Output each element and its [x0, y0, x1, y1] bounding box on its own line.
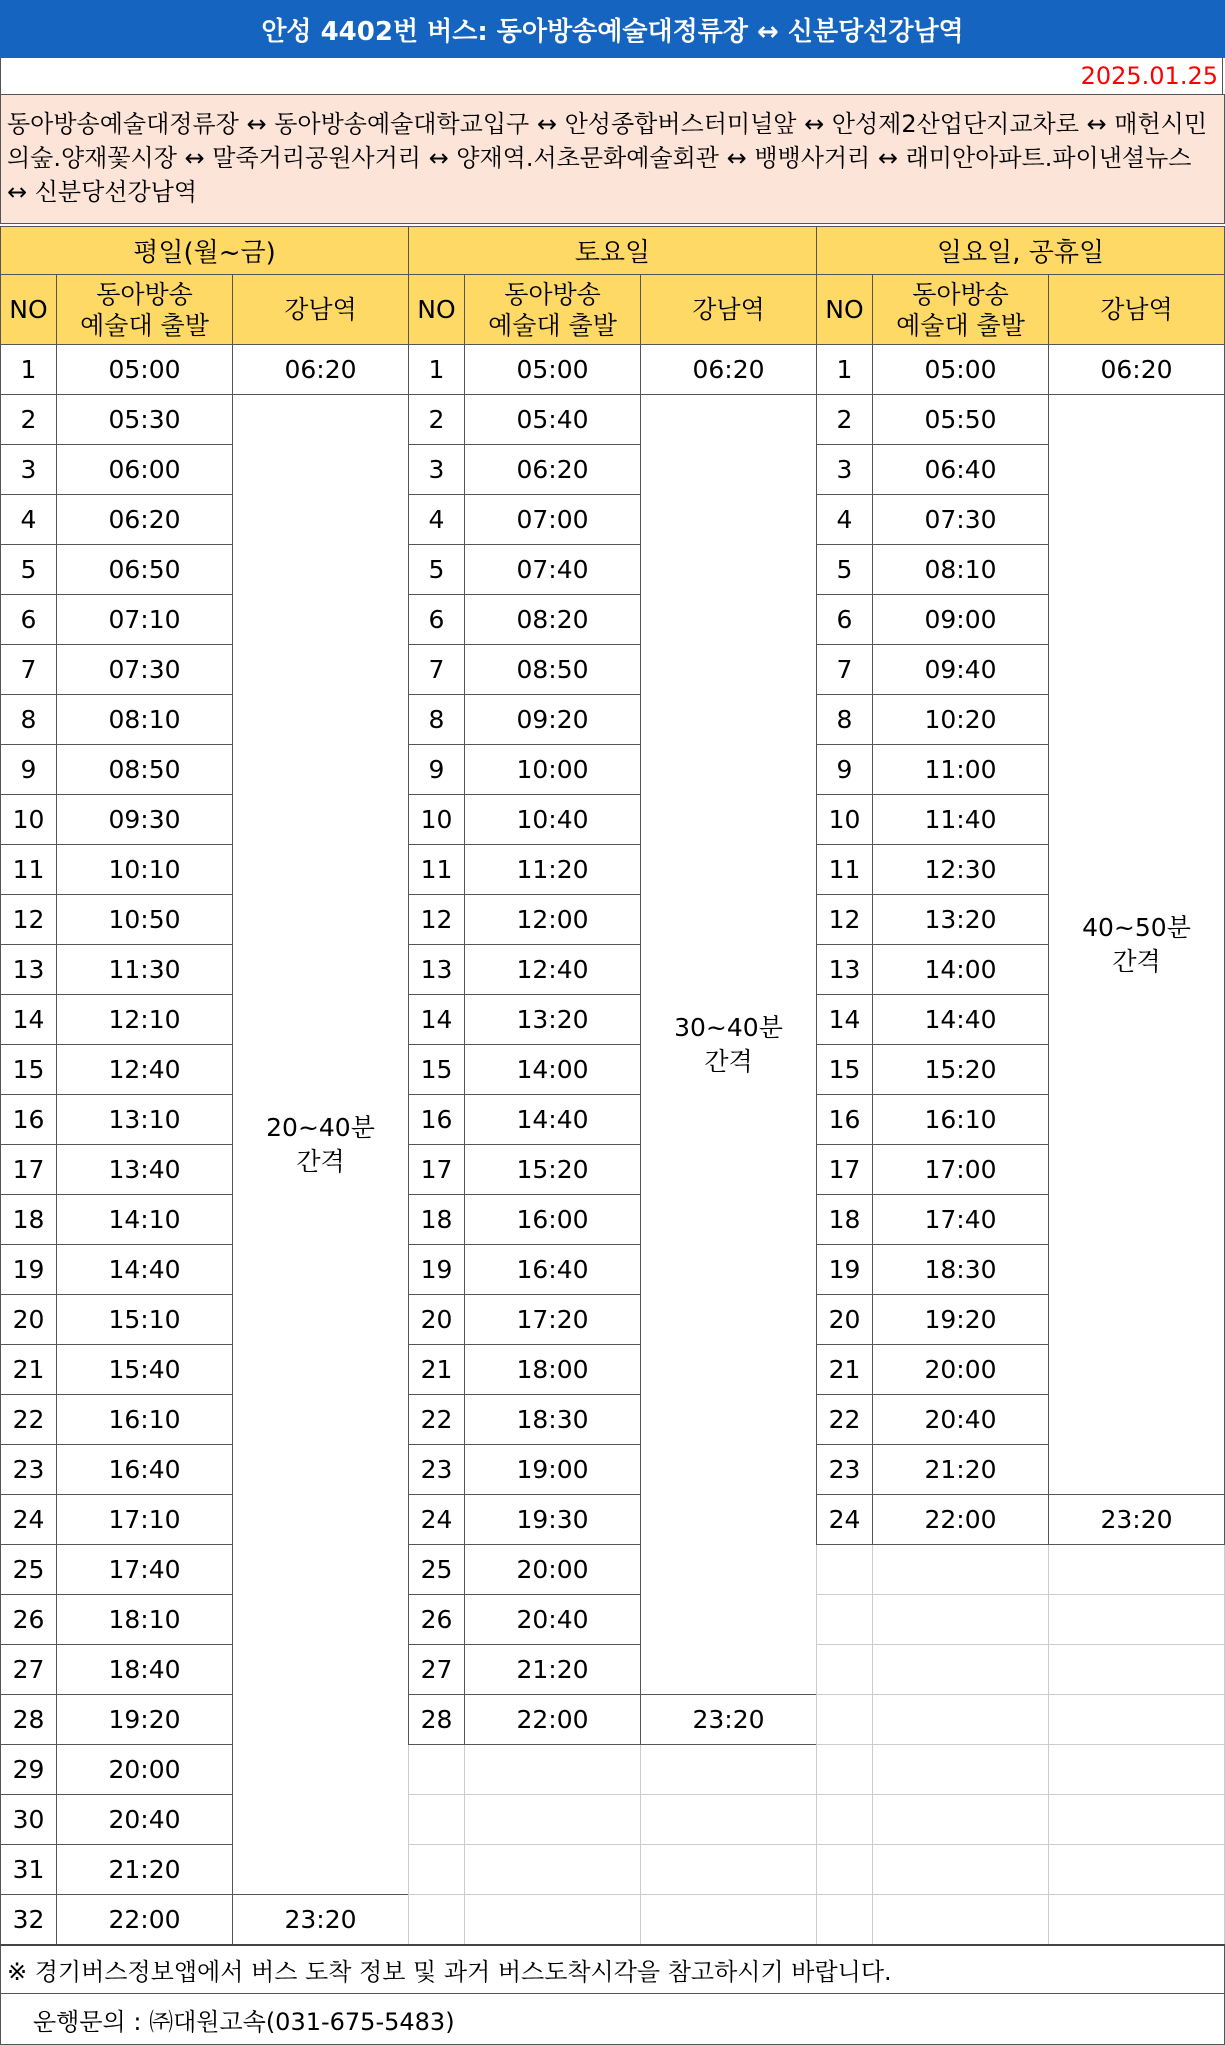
- departure-time: 22:00: [57, 1895, 233, 1945]
- trip-number: 25: [1, 1545, 57, 1595]
- departure-time: 08:10: [873, 545, 1049, 595]
- table-row: [817, 1895, 1225, 1945]
- empty-cell: [873, 1745, 1049, 1795]
- empty-cell: [873, 1595, 1049, 1645]
- departure-time: 18:30: [465, 1395, 641, 1445]
- table-row: [409, 1895, 817, 1945]
- trip-number: 7: [817, 645, 873, 695]
- departure-time: 21:20: [465, 1645, 641, 1695]
- table-row: [817, 1745, 1225, 1795]
- table-row: [817, 1695, 1225, 1745]
- departure-time: 19:20: [57, 1695, 233, 1745]
- trip-number: 8: [409, 695, 465, 745]
- departure-time: 07:10: [57, 595, 233, 645]
- trip-number: 5: [409, 545, 465, 595]
- table-row: [817, 1545, 1225, 1595]
- trip-number: 3: [817, 445, 873, 495]
- departure-time: 16:40: [465, 1245, 641, 1295]
- trip-number: 11: [409, 845, 465, 895]
- day-label: 일요일, 공휴일: [817, 227, 1225, 275]
- departure-time: 17:40: [57, 1545, 233, 1595]
- trip-number: 21: [409, 1345, 465, 1395]
- trip-number: 25: [409, 1545, 465, 1595]
- departure-time: 05:40: [465, 395, 641, 445]
- trip-number: 8: [1, 695, 57, 745]
- trip-number: 14: [817, 995, 873, 1045]
- departure-time: 07:30: [57, 645, 233, 695]
- trip-number: 4: [1, 495, 57, 545]
- departure-time: 06:00: [57, 445, 233, 495]
- departure-time: 18:30: [873, 1245, 1049, 1295]
- trip-number: 1: [817, 345, 873, 395]
- arrival-time: 06:20: [641, 345, 817, 395]
- trip-number: 2: [409, 395, 465, 445]
- departure-time: 17:10: [57, 1495, 233, 1545]
- empty-cell: [1049, 1545, 1225, 1595]
- departure-time: 11:00: [873, 745, 1049, 795]
- departure-time: 10:40: [465, 795, 641, 845]
- departure-time: 20:40: [465, 1595, 641, 1645]
- column-header-no: NO: [409, 275, 465, 345]
- trip-number: 2: [1, 395, 57, 445]
- saturday-schedule: [408, 226, 816, 1944]
- trip-number: 18: [409, 1195, 465, 1245]
- empty-cell: [817, 1645, 873, 1695]
- day-label: 토요일: [409, 227, 817, 275]
- departure-time: 06:20: [57, 495, 233, 545]
- departure-time: 13:10: [57, 1095, 233, 1145]
- empty-cell: [641, 1745, 817, 1795]
- trip-number: 1: [409, 345, 465, 395]
- departure-time: 17:00: [873, 1145, 1049, 1195]
- departure-time: 19:30: [465, 1495, 641, 1545]
- update-date: [0, 58, 1223, 94]
- departure-time: 15:20: [873, 1045, 1049, 1095]
- weekday-table: [0, 226, 409, 1945]
- weekday-schedule: [0, 226, 408, 1944]
- empty-cell: [873, 1645, 1049, 1695]
- table-row: [409, 1845, 817, 1895]
- departure-time: 10:00: [465, 745, 641, 795]
- table-row: [817, 1845, 1225, 1895]
- trip-number: 12: [1, 895, 57, 945]
- trip-number: 23: [817, 1445, 873, 1495]
- departure-time: 07:30: [873, 495, 1049, 545]
- trip-number: 32: [1, 1895, 57, 1945]
- empty-cell: [409, 1895, 465, 1945]
- table-row: [409, 1745, 817, 1795]
- interval-note: 40~50분 간격: [1049, 395, 1225, 1495]
- departure-time: 21:20: [873, 1445, 1049, 1495]
- trip-number: 18: [817, 1195, 873, 1245]
- trip-number: 18: [1, 1195, 57, 1245]
- trip-number: 11: [817, 845, 873, 895]
- empty-cell: [873, 1845, 1049, 1895]
- trip-number: 13: [409, 945, 465, 995]
- table-row: [1, 1895, 409, 1945]
- departure-time: 12:30: [873, 845, 1049, 895]
- sunday-table: [816, 226, 1225, 1945]
- departure-time: 14:40: [465, 1095, 641, 1145]
- table-row: [1, 345, 409, 395]
- trip-number: 1: [1, 345, 57, 395]
- empty-cell: [465, 1845, 641, 1895]
- departure-time: 20:40: [873, 1395, 1049, 1445]
- arrival-time: 23:20: [641, 1695, 817, 1745]
- trip-number: 22: [817, 1395, 873, 1445]
- trip-number: 26: [1, 1595, 57, 1645]
- trip-number: 19: [409, 1245, 465, 1295]
- page-title: 안성 4402번 버스: 동아방송예술대정류장 ↔ 신분당선강남역: [0, 0, 1225, 58]
- empty-cell: [465, 1795, 641, 1845]
- trip-number: 4: [409, 495, 465, 545]
- trip-number: 30: [1, 1795, 57, 1845]
- trip-number: 14: [1, 995, 57, 1045]
- empty-cell: [1049, 1845, 1225, 1895]
- departure-time: 19:00: [465, 1445, 641, 1495]
- departure-time: 20:00: [873, 1345, 1049, 1395]
- column-header-arrival: 강남역: [233, 275, 409, 345]
- departure-time: 14:00: [873, 945, 1049, 995]
- table-row: [817, 345, 1225, 395]
- empty-cell: [817, 1795, 873, 1845]
- trip-number: 9: [1, 745, 57, 795]
- empty-cell: [1049, 1795, 1225, 1845]
- trip-number: 6: [409, 595, 465, 645]
- departure-time: 15:20: [465, 1145, 641, 1195]
- column-header-departure: 동아방송 예술대 출발: [873, 275, 1049, 345]
- trip-number: 22: [1, 1395, 57, 1445]
- table-row: [409, 345, 817, 395]
- departure-time: 12:00: [465, 895, 641, 945]
- trip-number: 4: [817, 495, 873, 545]
- trip-number: 10: [817, 795, 873, 845]
- departure-time: 05:00: [873, 345, 1049, 395]
- column-header-no: NO: [1, 275, 57, 345]
- route-stops: 동아방송예술대정류장 ↔ 동아방송예술대학교입구 ↔ 안성종합버스터미널앞 ↔ 안성제2산업단지교차로 ↔ 매헌시민의숲.양재꽃시장 ↔ 말죽거리공원사거리 ↔ 양재역.서초문화예술회관 ↔ 뱅뱅사거리 ↔ 래미안아파트.파이낸셜뉴스 ↔ 신분당선강남역: [0, 94, 1225, 224]
- trip-number: 12: [409, 895, 465, 945]
- departure-time: 09:40: [873, 645, 1049, 695]
- trip-number: 27: [409, 1645, 465, 1695]
- trip-number: 14: [409, 995, 465, 1045]
- empty-cell: [817, 1745, 873, 1795]
- trip-number: 24: [1, 1495, 57, 1545]
- trip-number: 24: [817, 1495, 873, 1545]
- departure-time: 17:20: [465, 1295, 641, 1345]
- column-header-departure: 동아방송 예술대 출발: [465, 275, 641, 345]
- departure-time: 14:40: [873, 995, 1049, 1045]
- info-note: ※ 경기버스정보앱에서 버스 도착 정보 및 과거 버스도착시각을 참고하시기 바랍니다.: [0, 1944, 1225, 1994]
- departure-time: 18:00: [465, 1345, 641, 1395]
- trip-number: 31: [1, 1845, 57, 1895]
- empty-cell: [873, 1695, 1049, 1745]
- empty-cell: [641, 1845, 817, 1895]
- departure-time: 14:40: [57, 1245, 233, 1295]
- trip-number: 13: [817, 945, 873, 995]
- empty-cell: [873, 1795, 1049, 1845]
- departure-time: 06:40: [873, 445, 1049, 495]
- departure-time: 20:40: [57, 1795, 233, 1845]
- departure-time: 20:00: [465, 1545, 641, 1595]
- departure-time: 14:00: [465, 1045, 641, 1095]
- empty-cell: [465, 1745, 641, 1795]
- table-row: [409, 395, 817, 445]
- departure-time: 05:00: [57, 345, 233, 395]
- departure-time: 16:10: [873, 1095, 1049, 1145]
- departure-time: 15:10: [57, 1295, 233, 1345]
- departure-time: 08:20: [465, 595, 641, 645]
- departure-time: 08:10: [57, 695, 233, 745]
- table-row: [817, 395, 1225, 445]
- departure-time: 10:10: [57, 845, 233, 895]
- column-header-row: [409, 275, 817, 345]
- empty-cell: [409, 1795, 465, 1845]
- table-row: [817, 1595, 1225, 1645]
- departure-time: 11:20: [465, 845, 641, 895]
- trip-number: 6: [817, 595, 873, 645]
- trip-number: 9: [817, 745, 873, 795]
- departure-time: 13:40: [57, 1145, 233, 1195]
- saturday-table: [408, 226, 817, 1945]
- column-header-row: [1, 275, 409, 345]
- trip-number: 2: [817, 395, 873, 445]
- trip-number: 3: [409, 445, 465, 495]
- empty-cell: [817, 1845, 873, 1895]
- departure-time: 11:30: [57, 945, 233, 995]
- departure-time: 12:40: [57, 1045, 233, 1095]
- empty-cell: [1049, 1895, 1225, 1945]
- column-header-departure: 동아방송 예술대 출발: [57, 275, 233, 345]
- empty-cell: [817, 1595, 873, 1645]
- trip-number: 19: [1, 1245, 57, 1295]
- trip-number: 16: [817, 1095, 873, 1145]
- trip-number: 23: [409, 1445, 465, 1495]
- table-row: [409, 1695, 817, 1745]
- trip-number: 17: [817, 1145, 873, 1195]
- trip-number: 23: [1, 1445, 57, 1495]
- trip-number: 17: [409, 1145, 465, 1195]
- column-header-no: NO: [817, 275, 873, 345]
- day-label: 평일(월~금): [1, 227, 409, 275]
- arrival-time: 23:20: [233, 1895, 409, 1945]
- trip-number: 3: [1, 445, 57, 495]
- departure-time: 15:40: [57, 1345, 233, 1395]
- departure-time: 05:30: [57, 395, 233, 445]
- empty-cell: [1049, 1745, 1225, 1795]
- empty-cell: [1049, 1645, 1225, 1695]
- sunday-schedule: [816, 226, 1224, 1944]
- departure-time: 13:20: [465, 995, 641, 1045]
- departure-time: 14:10: [57, 1195, 233, 1245]
- table-row: [817, 1795, 1225, 1845]
- departure-time: 08:50: [465, 645, 641, 695]
- departure-time: 09:20: [465, 695, 641, 745]
- departure-time: 07:40: [465, 545, 641, 595]
- arrival-time: 06:20: [233, 345, 409, 395]
- departure-time: 19:20: [873, 1295, 1049, 1345]
- trip-number: 20: [817, 1295, 873, 1345]
- trip-number: 28: [409, 1695, 465, 1745]
- departure-time: 22:00: [465, 1695, 641, 1745]
- empty-cell: [641, 1795, 817, 1845]
- departure-time: 05:50: [873, 395, 1049, 445]
- column-header-arrival: 강남역: [641, 275, 817, 345]
- trip-number: 10: [1, 795, 57, 845]
- empty-cell: [409, 1745, 465, 1795]
- departure-time: 18:40: [57, 1645, 233, 1695]
- departure-time: 10:20: [873, 695, 1049, 745]
- interval-note: 30~40분 간격: [641, 395, 817, 1695]
- departure-time: 13:20: [873, 895, 1049, 945]
- departure-time: 11:40: [873, 795, 1049, 845]
- trip-number: 16: [1, 1095, 57, 1145]
- departure-time: 12:40: [465, 945, 641, 995]
- table-row: [817, 1495, 1225, 1545]
- departure-time: 20:00: [57, 1745, 233, 1795]
- trip-number: 22: [409, 1395, 465, 1445]
- trip-number: 28: [1, 1695, 57, 1745]
- trip-number: 11: [1, 845, 57, 895]
- empty-cell: [641, 1895, 817, 1945]
- trip-number: 7: [409, 645, 465, 695]
- trip-number: 9: [409, 745, 465, 795]
- trip-number: 20: [1, 1295, 57, 1345]
- departure-time: 16:00: [465, 1195, 641, 1245]
- day-header-row: [1, 227, 409, 275]
- trip-number: 15: [409, 1045, 465, 1095]
- trip-number: 15: [1, 1045, 57, 1095]
- trip-number: 6: [1, 595, 57, 645]
- date-text: 2025.01.25: [1080, 62, 1218, 90]
- departure-time: 07:00: [465, 495, 641, 545]
- column-header-row: [817, 275, 1225, 345]
- trip-number: 15: [817, 1045, 873, 1095]
- trip-number: 10: [409, 795, 465, 845]
- empty-cell: [409, 1845, 465, 1895]
- arrival-time: 23:20: [1049, 1495, 1225, 1545]
- departure-time: 12:10: [57, 995, 233, 1045]
- departure-time: 05:00: [465, 345, 641, 395]
- empty-cell: [873, 1545, 1049, 1595]
- trip-number: 29: [1, 1745, 57, 1795]
- departure-time: 10:50: [57, 895, 233, 945]
- trip-number: 16: [409, 1095, 465, 1145]
- day-header-row: [817, 227, 1225, 275]
- arrival-time: 06:20: [1049, 345, 1225, 395]
- departure-time: 09:00: [873, 595, 1049, 645]
- table-row: [817, 1645, 1225, 1695]
- trip-number: 27: [1, 1645, 57, 1695]
- empty-cell: [465, 1895, 641, 1945]
- trip-number: 13: [1, 945, 57, 995]
- departure-time: 06:50: [57, 545, 233, 595]
- departure-time: 06:20: [465, 445, 641, 495]
- trip-number: 26: [409, 1595, 465, 1645]
- trip-number: 21: [1, 1345, 57, 1395]
- day-header-row: [409, 227, 817, 275]
- departure-time: 16:10: [57, 1395, 233, 1445]
- interval-note: 20~40분 간격: [233, 395, 409, 1895]
- trip-number: 19: [817, 1245, 873, 1295]
- empty-cell: [1049, 1595, 1225, 1645]
- departure-time: 21:20: [57, 1845, 233, 1895]
- departure-time: 16:40: [57, 1445, 233, 1495]
- trip-number: 12: [817, 895, 873, 945]
- departure-time: 22:00: [873, 1495, 1049, 1545]
- table-row: [1, 395, 409, 445]
- empty-cell: [1049, 1695, 1225, 1745]
- empty-cell: [873, 1895, 1049, 1945]
- empty-cell: [817, 1545, 873, 1595]
- operator-contact: 운행문의 : ㈜대원고속(031-675-5483): [0, 1994, 1225, 2045]
- table-row: [409, 1795, 817, 1845]
- trip-number: 8: [817, 695, 873, 745]
- empty-cell: [817, 1695, 873, 1745]
- trip-number: 24: [409, 1495, 465, 1545]
- departure-time: 08:50: [57, 745, 233, 795]
- trip-number: 5: [1, 545, 57, 595]
- departure-time: 18:10: [57, 1595, 233, 1645]
- trip-number: 17: [1, 1145, 57, 1195]
- trip-number: 5: [817, 545, 873, 595]
- empty-cell: [817, 1895, 873, 1945]
- departure-time: 09:30: [57, 795, 233, 845]
- trip-number: 20: [409, 1295, 465, 1345]
- column-header-arrival: 강남역: [1049, 275, 1225, 345]
- departure-time: 17:40: [873, 1195, 1049, 1245]
- trip-number: 21: [817, 1345, 873, 1395]
- trip-number: 7: [1, 645, 57, 695]
